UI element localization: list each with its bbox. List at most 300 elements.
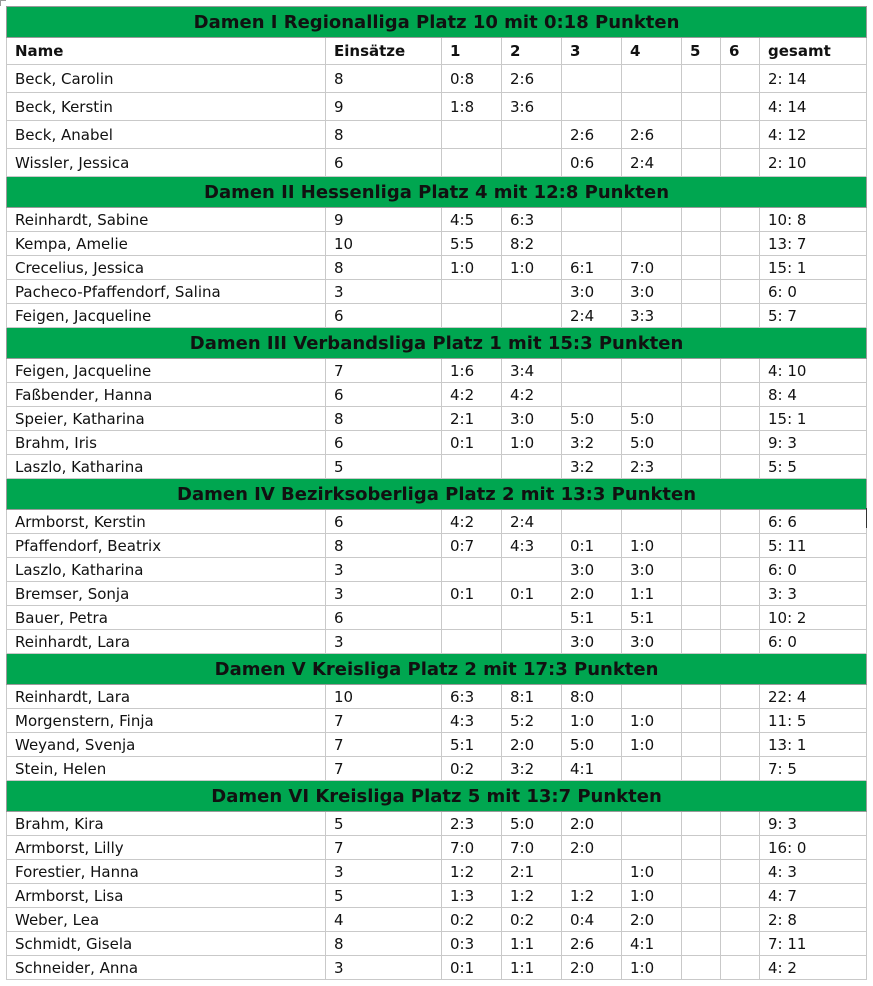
einsaetze-cell[interactable]: 5 — [326, 455, 442, 479]
player-row — [7, 359, 867, 383]
game-4-cell[interactable]: 3:3 — [622, 304, 682, 328]
player-name-cell[interactable]: Kempa, Amelie — [7, 232, 326, 256]
game-2-cell[interactable]: 4:2 — [502, 383, 562, 407]
game-2-cell[interactable]: 6:3 — [502, 208, 562, 232]
column-header-2[interactable]: 2 — [502, 38, 562, 65]
gesamt-cell[interactable]: 10: 2 — [760, 606, 867, 630]
einsaetze-cell[interactable]: 7 — [326, 757, 442, 781]
game-2-cell[interactable] — [502, 455, 562, 479]
game-4-cell[interactable]: 2:0 — [622, 908, 682, 932]
column-header-4[interactable]: 4 — [622, 38, 682, 65]
game-4-cell[interactable]: 5:0 — [622, 431, 682, 455]
game-5-cell[interactable] — [682, 534, 721, 558]
game-3-cell[interactable]: 1:2 — [562, 884, 622, 908]
einsaetze-cell[interactable]: 3 — [326, 630, 442, 654]
game-4-cell[interactable] — [622, 208, 682, 232]
player-name-cell[interactable]: Schmidt, Gisela — [7, 932, 326, 956]
game-4-cell[interactable]: 1:0 — [622, 860, 682, 884]
einsaetze-cell[interactable]: 9 — [326, 93, 442, 121]
gesamt-cell[interactable]: 16: 0 — [760, 836, 867, 860]
gesamt-cell[interactable]: 7: 11 — [760, 932, 867, 956]
gesamt-cell[interactable]: 5: 5 — [760, 455, 867, 479]
player-name-cell[interactable]: Feigen, Jacqueline — [7, 359, 326, 383]
gesamt-cell[interactable]: 15: 1 — [760, 407, 867, 431]
game-6-cell[interactable] — [721, 256, 760, 280]
einsaetze-cell[interactable]: 7 — [326, 359, 442, 383]
game-1-cell[interactable] — [442, 121, 502, 149]
team-section-title[interactable]: Damen V Kreisliga Platz 2 mit 17:3 Punkten — [7, 654, 867, 685]
game-2-cell[interactable] — [502, 606, 562, 630]
game-2-cell[interactable]: 5:0 — [502, 812, 562, 836]
game-6-cell[interactable] — [721, 121, 760, 149]
gesamt-cell[interactable]: 15: 1 — [760, 256, 867, 280]
einsaetze-cell[interactable]: 5 — [326, 884, 442, 908]
einsaetze-cell[interactable]: 4 — [326, 908, 442, 932]
column-header-5[interactable]: 5 — [682, 38, 721, 65]
game-6-cell[interactable] — [721, 733, 760, 757]
game-5-cell[interactable] — [682, 149, 721, 177]
player-name-cell[interactable]: Schneider, Anna — [7, 956, 326, 980]
game-6-cell[interactable] — [721, 582, 760, 606]
game-1-cell[interactable]: 0:1 — [442, 431, 502, 455]
game-1-cell[interactable]: 2:1 — [442, 407, 502, 431]
player-name-cell[interactable]: Forestier, Hanna — [7, 860, 326, 884]
gesamt-cell[interactable]: 5: 7 — [760, 304, 867, 328]
game-6-cell[interactable] — [721, 709, 760, 733]
einsaetze-cell[interactable]: 3 — [326, 860, 442, 884]
einsaetze-cell[interactable]: 8 — [326, 65, 442, 93]
gesamt-cell[interactable]: 6: 0 — [760, 280, 867, 304]
game-3-cell[interactable]: 3:0 — [562, 558, 622, 582]
game-5-cell[interactable] — [682, 93, 721, 121]
gesamt-cell[interactable]: 3: 3 — [760, 582, 867, 606]
player-name-cell[interactable]: Feigen, Jacqueline — [7, 304, 326, 328]
game-1-cell[interactable]: 1:2 — [442, 860, 502, 884]
game-2-cell[interactable]: 0:1 — [502, 582, 562, 606]
game-5-cell[interactable] — [682, 208, 721, 232]
gesamt-cell[interactable]: 22: 4 — [760, 685, 867, 709]
game-2-cell[interactable]: 2:1 — [502, 860, 562, 884]
game-3-cell[interactable]: 2:0 — [562, 956, 622, 980]
player-name-cell[interactable]: Weyand, Svenja — [7, 733, 326, 757]
game-6-cell[interactable] — [721, 65, 760, 93]
game-1-cell[interactable]: 0:2 — [442, 908, 502, 932]
game-2-cell[interactable]: 4:3 — [502, 534, 562, 558]
game-6-cell[interactable] — [721, 93, 760, 121]
game-2-cell[interactable]: 3:6 — [502, 93, 562, 121]
gesamt-cell[interactable]: 13: 7 — [760, 232, 867, 256]
team-section-title[interactable]: Damen II Hessenliga Platz 4 mit 12:8 Punkten — [7, 177, 867, 208]
gesamt-cell[interactable]: 2: 10 — [760, 149, 867, 177]
game-3-cell[interactable]: 3:0 — [562, 280, 622, 304]
game-2-cell[interactable] — [502, 149, 562, 177]
game-2-cell[interactable]: 1:1 — [502, 956, 562, 980]
gesamt-cell[interactable]: 8: 4 — [760, 383, 867, 407]
game-5-cell[interactable] — [682, 280, 721, 304]
player-name-cell[interactable]: Weber, Lea — [7, 908, 326, 932]
game-3-cell[interactable] — [562, 860, 622, 884]
game-2-cell[interactable]: 1:0 — [502, 256, 562, 280]
gesamt-cell[interactable]: 5: 11 — [760, 534, 867, 558]
game-5-cell[interactable] — [682, 558, 721, 582]
game-3-cell[interactable]: 1:0 — [562, 709, 622, 733]
einsaetze-cell[interactable]: 6 — [326, 149, 442, 177]
player-name-cell[interactable]: Morgenstern, Finja — [7, 709, 326, 733]
game-2-cell[interactable]: 1:2 — [502, 884, 562, 908]
game-6-cell[interactable] — [721, 149, 760, 177]
game-4-cell[interactable] — [622, 812, 682, 836]
einsaetze-cell[interactable]: 9 — [326, 208, 442, 232]
player-name-cell[interactable]: Beck, Kerstin — [7, 93, 326, 121]
game-5-cell[interactable] — [682, 121, 721, 149]
player-name-cell[interactable]: Wissler, Jessica — [7, 149, 326, 177]
game-4-cell[interactable]: 4:1 — [622, 932, 682, 956]
game-6-cell[interactable] — [721, 606, 760, 630]
game-3-cell[interactable]: 4:1 — [562, 757, 622, 781]
game-3-cell[interactable]: 0:4 — [562, 908, 622, 932]
game-6-cell[interactable] — [721, 407, 760, 431]
gesamt-cell[interactable]: 9: 3 — [760, 812, 867, 836]
gesamt-cell[interactable]: 9: 3 — [760, 431, 867, 455]
team-section-title[interactable]: Damen VI Kreisliga Platz 5 mit 13:7 Punkten — [7, 781, 867, 812]
game-2-cell[interactable] — [502, 630, 562, 654]
game-3-cell[interactable]: 2:0 — [562, 812, 622, 836]
player-name-cell[interactable]: Armborst, Lisa — [7, 884, 326, 908]
game-5-cell[interactable] — [682, 757, 721, 781]
gesamt-cell[interactable]: 6: 0 — [760, 630, 867, 654]
game-3-cell[interactable]: 2:0 — [562, 836, 622, 860]
gesamt-cell[interactable]: 11: 5 — [760, 709, 867, 733]
game-2-cell[interactable]: 2:4 — [502, 510, 562, 534]
game-1-cell[interactable]: 6:3 — [442, 685, 502, 709]
game-1-cell[interactable]: 1:3 — [442, 884, 502, 908]
game-4-cell[interactable] — [622, 93, 682, 121]
game-3-cell[interactable]: 6:1 — [562, 256, 622, 280]
einsaetze-cell[interactable]: 6 — [326, 304, 442, 328]
game-3-cell[interactable] — [562, 383, 622, 407]
game-1-cell[interactable]: 5:5 — [442, 232, 502, 256]
game-2-cell[interactable] — [502, 280, 562, 304]
player-row — [7, 431, 867, 455]
column-header-gesamt[interactable]: gesamt — [760, 38, 867, 65]
game-6-cell[interactable] — [721, 757, 760, 781]
game-4-cell[interactable]: 1:0 — [622, 709, 682, 733]
game-6-cell[interactable] — [721, 956, 760, 980]
column-header-name[interactable]: Name — [7, 38, 326, 65]
gesamt-cell[interactable]: 7: 5 — [760, 757, 867, 781]
game-3-cell[interactable]: 5:0 — [562, 407, 622, 431]
game-2-cell[interactable]: 1:1 — [502, 932, 562, 956]
game-6-cell[interactable] — [721, 932, 760, 956]
einsaetze-cell[interactable]: 3 — [326, 558, 442, 582]
game-5-cell[interactable] — [682, 510, 721, 534]
game-3-cell[interactable]: 8:0 — [562, 685, 622, 709]
gesamt-cell[interactable]: 2: 14 — [760, 65, 867, 93]
game-1-cell[interactable] — [442, 455, 502, 479]
game-6-cell[interactable] — [721, 280, 760, 304]
einsaetze-cell[interactable]: 8 — [326, 407, 442, 431]
game-5-cell[interactable] — [682, 836, 721, 860]
game-5-cell[interactable] — [682, 709, 721, 733]
game-1-cell[interactable] — [442, 149, 502, 177]
game-1-cell[interactable] — [442, 280, 502, 304]
game-4-cell[interactable]: 1:0 — [622, 956, 682, 980]
einsaetze-cell[interactable]: 7 — [326, 836, 442, 860]
game-4-cell[interactable] — [622, 510, 682, 534]
game-1-cell[interactable]: 1:0 — [442, 256, 502, 280]
game-1-cell[interactable] — [442, 304, 502, 328]
game-5-cell[interactable] — [682, 256, 721, 280]
game-3-cell[interactable]: 3:2 — [562, 455, 622, 479]
game-1-cell[interactable]: 0:1 — [442, 582, 502, 606]
team-section-title[interactable]: Damen III Verbandsliga Platz 1 mit 15:3 Punkten — [7, 328, 867, 359]
gesamt-cell[interactable]: 4: 12 — [760, 121, 867, 149]
einsaetze-cell[interactable]: 8 — [326, 256, 442, 280]
game-1-cell[interactable]: 0:3 — [442, 932, 502, 956]
game-2-cell[interactable]: 3:2 — [502, 757, 562, 781]
game-2-cell[interactable]: 5:2 — [502, 709, 562, 733]
game-2-cell[interactable]: 8:1 — [502, 685, 562, 709]
game-1-cell[interactable]: 4:2 — [442, 383, 502, 407]
game-4-cell[interactable] — [622, 65, 682, 93]
einsaetze-cell[interactable]: 6 — [326, 510, 442, 534]
einsaetze-cell[interactable]: 6 — [326, 606, 442, 630]
game-2-cell[interactable]: 2:6 — [502, 65, 562, 93]
game-4-cell[interactable]: 1:0 — [622, 534, 682, 558]
player-name-cell[interactable]: Crecelius, Jessica — [7, 256, 326, 280]
game-4-cell[interactable]: 1:0 — [622, 733, 682, 757]
game-5-cell[interactable] — [682, 232, 721, 256]
game-1-cell[interactable]: 5:1 — [442, 733, 502, 757]
game-6-cell[interactable] — [721, 431, 760, 455]
gesamt-cell[interactable]: 2: 8 — [760, 908, 867, 932]
gesamt-cell[interactable]: 6: 6 — [760, 510, 867, 534]
game-3-cell[interactable] — [562, 208, 622, 232]
player-name-cell[interactable]: Speier, Katharina — [7, 407, 326, 431]
game-3-cell[interactable]: 5:0 — [562, 733, 622, 757]
game-1-cell[interactable]: 0:8 — [442, 65, 502, 93]
game-3-cell[interactable]: 3:0 — [562, 630, 622, 654]
player-name-cell[interactable]: Bremser, Sonja — [7, 582, 326, 606]
game-4-cell[interactable]: 3:0 — [622, 280, 682, 304]
game-2-cell[interactable]: 2:0 — [502, 733, 562, 757]
game-1-cell[interactable]: 7:0 — [442, 836, 502, 860]
game-4-cell[interactable] — [622, 757, 682, 781]
game-2-cell[interactable]: 7:0 — [502, 836, 562, 860]
game-4-cell[interactable]: 2:6 — [622, 121, 682, 149]
game-4-cell[interactable] — [622, 383, 682, 407]
game-6-cell[interactable] — [721, 510, 760, 534]
player-name-cell[interactable]: Laszlo, Katharina — [7, 558, 326, 582]
player-name-cell[interactable]: Reinhardt, Sabine — [7, 208, 326, 232]
game-6-cell[interactable] — [721, 836, 760, 860]
einsaetze-cell[interactable]: 6 — [326, 383, 442, 407]
game-6-cell[interactable] — [721, 908, 760, 932]
game-6-cell[interactable] — [721, 304, 760, 328]
team-section-title[interactable]: Damen I Regionalliga Platz 10 mit 0:18 Punkten — [7, 7, 867, 38]
game-1-cell[interactable] — [442, 606, 502, 630]
einsaetze-cell[interactable]: 10 — [326, 232, 442, 256]
player-name-cell[interactable]: Pfaffendorf, Beatrix — [7, 534, 326, 558]
player-name-cell[interactable]: Armborst, Kerstin — [7, 510, 326, 534]
einsaetze-cell[interactable]: 3 — [326, 956, 442, 980]
column-header-einsaetze[interactable]: Einsätze — [326, 38, 442, 65]
game-4-cell[interactable]: 5:1 — [622, 606, 682, 630]
game-4-cell[interactable]: 3:0 — [622, 630, 682, 654]
column-header-3[interactable]: 3 — [562, 38, 622, 65]
game-2-cell[interactable] — [502, 121, 562, 149]
game-2-cell[interactable]: 8:2 — [502, 232, 562, 256]
game-6-cell[interactable] — [721, 812, 760, 836]
game-3-cell[interactable] — [562, 65, 622, 93]
game-1-cell[interactable]: 1:8 — [442, 93, 502, 121]
player-name-cell[interactable]: Armborst, Lilly — [7, 836, 326, 860]
game-4-cell[interactable] — [622, 685, 682, 709]
game-5-cell[interactable] — [682, 884, 721, 908]
game-2-cell[interactable]: 0:2 — [502, 908, 562, 932]
game-4-cell[interactable]: 7:0 — [622, 256, 682, 280]
game-1-cell[interactable]: 0:1 — [442, 956, 502, 980]
game-6-cell[interactable] — [721, 685, 760, 709]
player-name-cell[interactable]: Pacheco-Pfaffendorf, Salina — [7, 280, 326, 304]
column-header-6[interactable]: 6 — [721, 38, 760, 65]
game-6-cell[interactable] — [721, 630, 760, 654]
game-5-cell[interactable] — [682, 65, 721, 93]
player-name-cell[interactable]: Brahm, Iris — [7, 431, 326, 455]
game-3-cell[interactable] — [562, 359, 622, 383]
gesamt-cell[interactable]: 4: 7 — [760, 884, 867, 908]
einsaetze-cell[interactable]: 3 — [326, 582, 442, 606]
game-5-cell[interactable] — [682, 383, 721, 407]
game-1-cell[interactable]: 4:5 — [442, 208, 502, 232]
einsaetze-cell[interactable]: 7 — [326, 733, 442, 757]
game-5-cell[interactable] — [682, 582, 721, 606]
game-1-cell[interactable]: 1:6 — [442, 359, 502, 383]
gesamt-cell[interactable]: 4: 3 — [760, 860, 867, 884]
game-5-cell[interactable] — [682, 407, 721, 431]
game-6-cell[interactable] — [721, 558, 760, 582]
player-name-cell[interactable]: Beck, Anabel — [7, 121, 326, 149]
game-3-cell[interactable]: 0:6 — [562, 149, 622, 177]
game-3-cell[interactable]: 2:6 — [562, 121, 622, 149]
game-3-cell[interactable]: 3:2 — [562, 431, 622, 455]
game-2-cell[interactable]: 3:0 — [502, 407, 562, 431]
gesamt-cell[interactable]: 13: 1 — [760, 733, 867, 757]
game-3-cell[interactable] — [562, 510, 622, 534]
game-5-cell[interactable] — [682, 956, 721, 980]
einsaetze-cell[interactable]: 8 — [326, 534, 442, 558]
player-name-cell[interactable]: Faßbender, Hanna — [7, 383, 326, 407]
game-5-cell[interactable] — [682, 932, 721, 956]
game-6-cell[interactable] — [721, 455, 760, 479]
game-1-cell[interactable]: 4:3 — [442, 709, 502, 733]
einsaetze-cell[interactable]: 5 — [326, 812, 442, 836]
player-name-cell[interactable]: Reinhardt, Lara — [7, 630, 326, 654]
player-name-cell[interactable]: Brahm, Kira — [7, 812, 326, 836]
game-1-cell[interactable]: 0:2 — [442, 757, 502, 781]
game-5-cell[interactable] — [682, 630, 721, 654]
game-6-cell[interactable] — [721, 383, 760, 407]
game-4-cell[interactable]: 3:0 — [622, 558, 682, 582]
game-2-cell[interactable] — [502, 558, 562, 582]
game-4-cell[interactable]: 1:1 — [622, 582, 682, 606]
game-1-cell[interactable]: 4:2 — [442, 510, 502, 534]
player-name-cell[interactable]: Laszlo, Katharina — [7, 455, 326, 479]
einsaetze-cell[interactable]: 7 — [326, 709, 442, 733]
game-4-cell[interactable]: 1:0 — [622, 884, 682, 908]
gesamt-cell[interactable]: 6: 0 — [760, 558, 867, 582]
game-1-cell[interactable] — [442, 630, 502, 654]
game-5-cell[interactable] — [682, 860, 721, 884]
gesamt-cell[interactable]: 10: 8 — [760, 208, 867, 232]
einsaetze-cell[interactable]: 8 — [326, 932, 442, 956]
game-6-cell[interactable] — [721, 884, 760, 908]
game-3-cell[interactable]: 5:1 — [562, 606, 622, 630]
game-1-cell[interactable]: 2:3 — [442, 812, 502, 836]
einsaetze-cell[interactable]: 6 — [326, 431, 442, 455]
game-3-cell[interactable] — [562, 93, 622, 121]
player-name-cell[interactable]: Stein, Helen — [7, 757, 326, 781]
gesamt-cell[interactable]: 4: 2 — [760, 956, 867, 980]
game-1-cell[interactable] — [442, 558, 502, 582]
game-4-cell[interactable]: 2:3 — [622, 455, 682, 479]
player-row — [7, 65, 867, 93]
column-header-1[interactable]: 1 — [442, 38, 502, 65]
player-name-cell[interactable]: Reinhardt, Lara — [7, 685, 326, 709]
game-4-cell[interactable]: 5:0 — [622, 407, 682, 431]
game-5-cell[interactable] — [682, 908, 721, 932]
einsaetze-cell[interactable]: 3 — [326, 280, 442, 304]
game-1-cell[interactable]: 0:7 — [442, 534, 502, 558]
game-5-cell[interactable] — [682, 431, 721, 455]
game-6-cell[interactable] — [721, 232, 760, 256]
player-name-cell[interactable]: Bauer, Petra — [7, 606, 326, 630]
game-4-cell[interactable]: 2:4 — [622, 149, 682, 177]
game-5-cell[interactable] — [682, 733, 721, 757]
player-row — [7, 582, 867, 606]
game-3-cell[interactable]: 2:6 — [562, 932, 622, 956]
player-name-cell[interactable]: Beck, Carolin — [7, 65, 326, 93]
game-6-cell[interactable] — [721, 860, 760, 884]
einsaetze-cell[interactable]: 10 — [326, 685, 442, 709]
game-3-cell[interactable]: 0:1 — [562, 534, 622, 558]
game-4-cell[interactable] — [622, 836, 682, 860]
player-row — [7, 232, 867, 256]
game-5-cell[interactable] — [682, 606, 721, 630]
game-5-cell[interactable] — [682, 455, 721, 479]
game-5-cell[interactable] — [682, 304, 721, 328]
game-3-cell[interactable]: 2:0 — [562, 582, 622, 606]
game-6-cell[interactable] — [721, 208, 760, 232]
game-2-cell[interactable]: 1:0 — [502, 431, 562, 455]
game-4-cell[interactable] — [622, 232, 682, 256]
player-row — [7, 208, 867, 232]
game-2-cell[interactable]: 3:4 — [502, 359, 562, 383]
game-2-cell[interactable] — [502, 304, 562, 328]
game-3-cell[interactable]: 2:4 — [562, 304, 622, 328]
game-5-cell[interactable] — [682, 685, 721, 709]
game-6-cell[interactable] — [721, 359, 760, 383]
game-6-cell[interactable] — [721, 534, 760, 558]
game-5-cell[interactable] — [682, 812, 721, 836]
einsaetze-cell[interactable]: 8 — [326, 121, 442, 149]
game-3-cell[interactable] — [562, 232, 622, 256]
gesamt-cell[interactable]: 4: 10 — [760, 359, 867, 383]
team-section-title[interactable]: Damen IV Bezirksoberliga Platz 2 mit 13:3 Punkten — [7, 479, 867, 510]
gesamt-cell[interactable]: 4: 14 — [760, 93, 867, 121]
game-4-cell[interactable] — [622, 359, 682, 383]
game-5-cell[interactable] — [682, 359, 721, 383]
